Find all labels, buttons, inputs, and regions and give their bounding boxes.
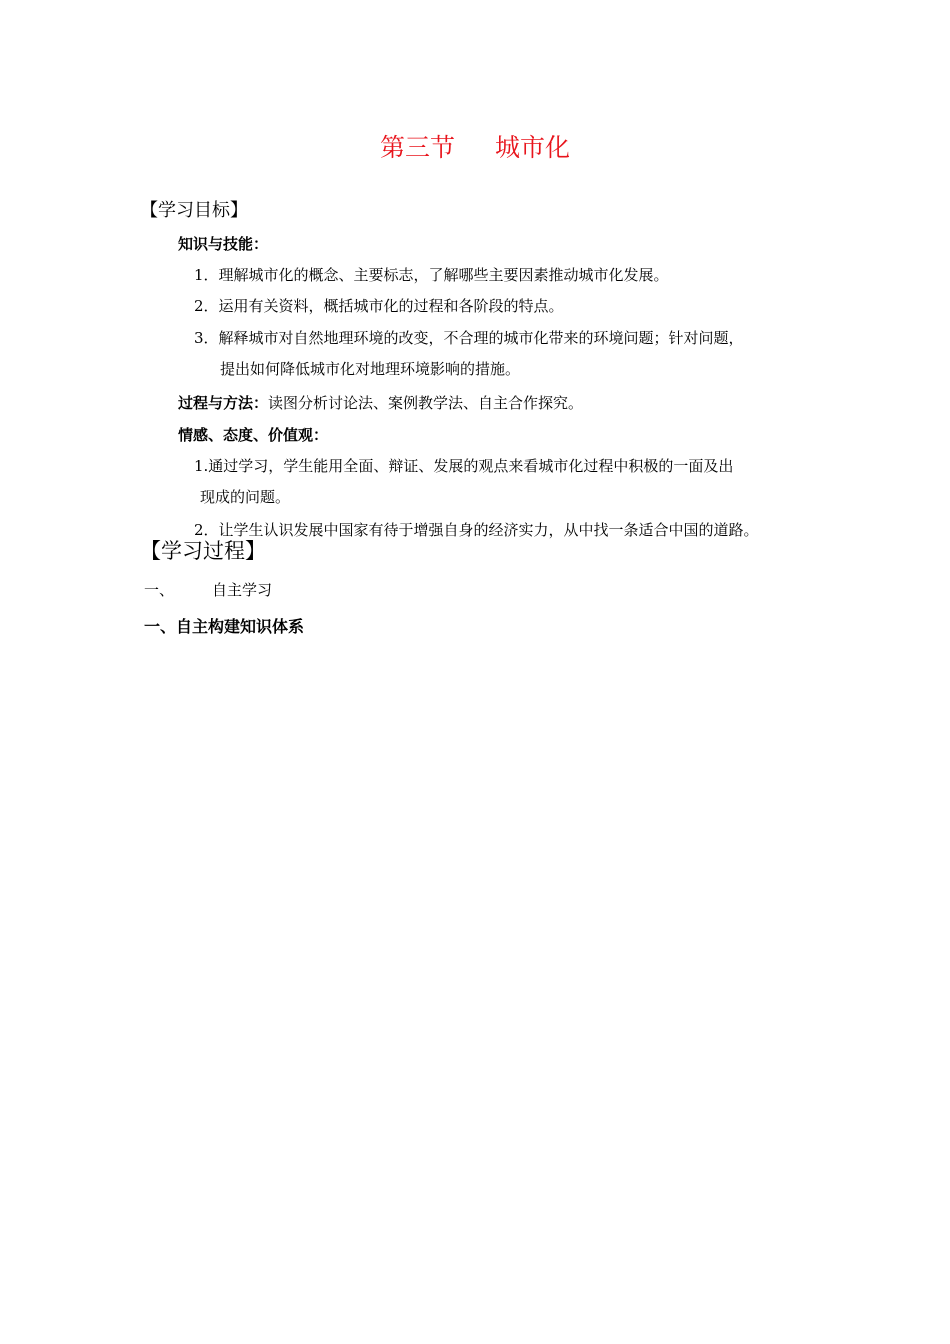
- objectives-heading: 【学习目标】: [140, 200, 248, 221]
- knowledge-item-1: 1．理解城市化的概念、主要标志，了解哪些主要因素推动城市化发展。: [194, 266, 669, 284]
- process-heading: 【学习过程】: [140, 539, 266, 563]
- knowledge-item-3-cont: 提出如何降低城市化对地理环境影响的措施。: [220, 360, 521, 378]
- title-topic: 城市化: [495, 133, 571, 162]
- title-section-number: 第三节: [379, 133, 455, 162]
- emotion-item-1-cont: 现成的问题。: [200, 488, 291, 506]
- emotion-item-1: 1.通过学习，学生能用全面、辩证、发展的观点来看城市化过程中积极的一面及出: [194, 457, 734, 475]
- process-label: 过程与方法：: [178, 394, 269, 412]
- subsection-heading: 一、自主构建知识体系: [144, 617, 305, 636]
- emotion-item-2: 2．让学生认识发展中国家有待于增强自身的经济实力，从中找一条适合中国的道路。: [194, 521, 759, 539]
- knowledge-label: 知识与技能：: [178, 235, 269, 253]
- process-text: 读图分析讨论法、案例教学法、自主合作探究。: [268, 394, 584, 412]
- part-one-number: 一、: [144, 581, 175, 599]
- part-one-title: 自主学习: [212, 581, 273, 599]
- emotion-label: 情感、态度、价值观：: [178, 426, 329, 444]
- knowledge-item-2: 2．运用有关资料，概括城市化的过程和各阶段的特点。: [194, 297, 564, 315]
- page-title: [0, 132, 950, 164]
- process-line: [178, 393, 583, 413]
- knowledge-item-3: 3．解释城市对自然地理环境的改变，不合理的城市化带来的环境问题；针对问题，: [194, 329, 744, 347]
